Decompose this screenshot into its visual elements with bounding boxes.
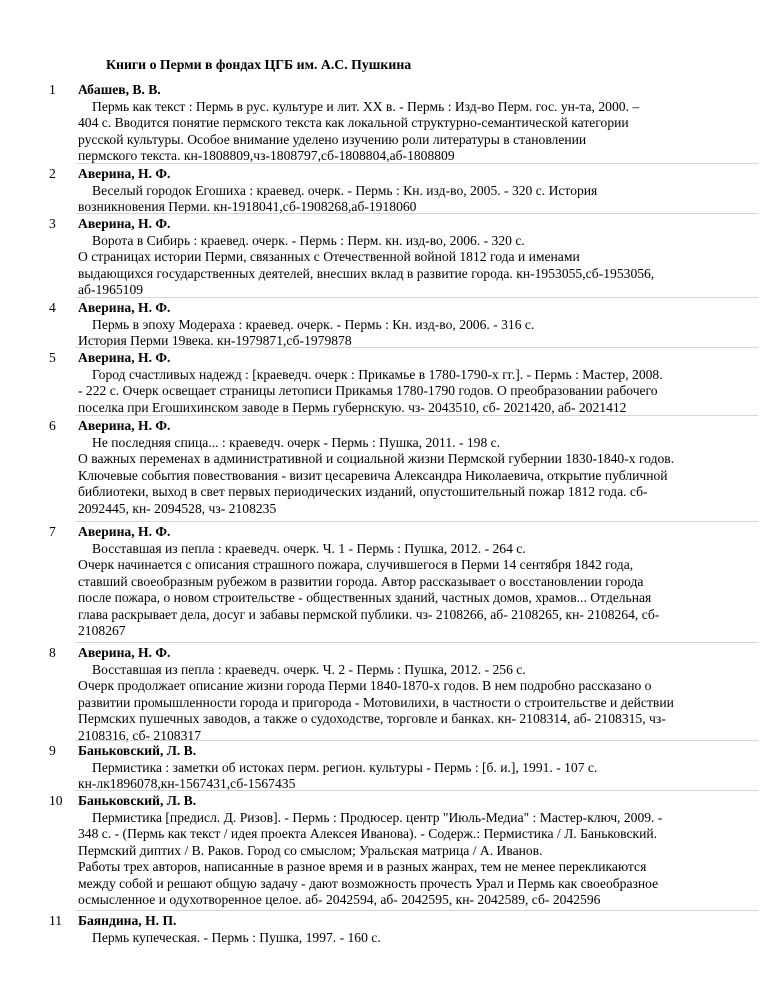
entry-description-line: кн-лк1896078,кн-1567431,сб-1567435: [78, 776, 296, 791]
entry-number: 11: [49, 913, 63, 928]
entry-description-line: между собой и решают общую задачу - дают возможность прочесть Урал и Пермь как своеобразное: [78, 875, 659, 891]
entry-description-line: - 222 с. Очерк освещает страницы летописи Прикамья 1780-1790 годов. О преобразовании рабочего: [78, 383, 658, 398]
entry-description-line: глава раскрывает дела, досуг и забавы пермской публики. чз- 2108266, аб- 2108265, кн- 2108264, сб-: [78, 606, 660, 622]
entry-author: Аверина, Н. Ф.: [78, 166, 171, 181]
entry-divider: [75, 415, 758, 416]
entry-number: 6: [49, 418, 56, 433]
entry-description-line: Ключевые события повествования - визит цесаревича Александра Николаевича, открытие публичной: [78, 467, 668, 483]
entry-divider: [75, 740, 758, 741]
entry-divider: [75, 521, 758, 522]
entry-title-line: Веселый городок Егошиха : краевед. очерк. - Пермь : Кн. изд-во, 2005. - 320 с. История: [92, 182, 598, 198]
entry-number: 8: [49, 645, 56, 660]
entry-title-line: Пермистика : заметки об истоках перм. регион. культуры - Пермь : [б. и.], 1991. - 107 с.: [92, 759, 598, 775]
entry-body: [78, 524, 758, 640]
entry-body: [78, 82, 758, 165]
entry-title-line: Пермь как текст : Пермь в рус. культуре и лит. XX в. - Пермь : Изд-во Перм. гос. ун-та, 2000. –: [92, 98, 640, 114]
entry-title-line: Ворота в Сибирь : краевед. очерк. - Пермь : Перм. кн. изд-во, 2006. - 320 с.: [92, 232, 525, 248]
entry-description-line: аб-1965109: [78, 282, 144, 297]
entry-body: [78, 913, 758, 946]
entry-author: Баньковский, Л. В.: [78, 743, 197, 758]
entry-number: 4: [49, 300, 56, 315]
entry-description-line: Пермских пушечных заводов, а также о судоходстве, торговле и банках. кн- 2108314, аб- 2108315, чз-: [78, 711, 666, 726]
entry-description-line: после пожара, о новом строительстве - общественных зданий, частных домов, храмов... Отдельная: [78, 590, 652, 605]
entry-title-line: Пермистика [предисл. Д. Ризов]. - Пермь : Продюсер. центр "Июль-Медиа" : Мастер-ключ, 2009. -: [92, 809, 663, 825]
entry-divider: [75, 213, 758, 214]
entry-description-line: 348 с. - (Пермь как текст / идея проекта Алексея Иванова). - Содерж.: Пермистика / Л. Баньковский.: [78, 826, 658, 841]
entry-description-line: История Перми 19века. кн-1979871,сб-1979878: [78, 333, 352, 348]
entry-description-line: выдающихся государственных деятелей, внесших вклад в развитие города. кн-1953055,сб-1953056,: [78, 265, 655, 281]
entry-body: [78, 645, 758, 744]
entry-number: 7: [49, 524, 56, 539]
entry-author: Аверина, Н. Ф.: [78, 350, 171, 365]
entry-description-line: библиотеки, выход в свет первых периодических изданий, опустошительный пожар 1812 года. сб-: [78, 484, 648, 499]
entry-number: 3: [49, 216, 56, 231]
entry-divider: [75, 642, 758, 643]
entry-description-line: 2092445, кн- 2094528, чз- 2108235: [78, 500, 277, 516]
entry-title-line: Восставшая из пепла : краеведч. очерк. Ч. 2 - Пермь : Пушка, 2012. - 256 с.: [92, 661, 526, 677]
entry-body: [78, 743, 758, 793]
entry-body: [78, 793, 758, 909]
entry-description-line: русской культуры. Особое внимание уделено изучению роли литературы в становлении: [78, 131, 587, 147]
entry-description-line: О страницах истории Перми, связанных с Отечественной войной 1812 года и именами: [78, 249, 580, 264]
entry-description-line: осмысленное и одухотворенное целое. аб- 2042594, аб- 2042595, кн- 2042589, сб- 2042596: [78, 892, 601, 907]
entry-divider: [75, 790, 758, 791]
entry-body: [78, 216, 758, 299]
entry-author: Баньковский, Л. В.: [78, 793, 197, 808]
entry-author: Аверина, Н. Ф.: [78, 645, 171, 660]
entry-divider: [75, 910, 758, 911]
entry-divider: [75, 297, 758, 298]
entry-description-line: возникновения Перми. кн-1918041,сб-1908268,аб-1918060: [78, 199, 417, 214]
entry-author: Аверина, Н. Ф.: [78, 216, 171, 231]
entry-author: Баяндина, Н. П.: [78, 913, 177, 928]
entry-description-line: О важных переменах в административной и социальной жизни Пермской губернии 1830-1840-х годов.: [78, 451, 675, 466]
entry-title-line: Не последняя спица... : краеведч. очерк - Пермь : Пушка, 2011. - 198 с.: [92, 434, 501, 450]
entry-description-line: развитии промышленности города и пригорода - Мотовилихи, в частности о строительстве и действии: [78, 694, 674, 710]
entry-body: [78, 300, 758, 350]
entry-description-line: поселка при Егошихинском заводе в Пермь губернскую. чз- 2043510, сб- 2021420, аб- 2021412: [78, 399, 627, 415]
entry-title-line: Восставшая из пепла : краеведч. очерк. Ч. 1 - Пермь : Пушка, 2012. - 264 с.: [92, 540, 526, 556]
entry-title-line: Город счастливых надежд : [краеведч. очерк : Прикамье в 1780-1790-х гг.]. - Пермь : Мастер, 2008.: [92, 366, 663, 382]
entry-title-line: Пермь в эпоху Модераха : краевед. очерк. - Пермь : Кн. изд-во, 2006. - 316 с.: [92, 316, 535, 332]
entry-author: Аверина, Н. Ф.: [78, 524, 171, 539]
entry-description-line: 2108316, сб- 2108317: [78, 727, 201, 743]
entry-number: 5: [49, 350, 56, 365]
entry-description-line: Работы трех авторов, написанные в разное время и в разных жанрах, тем не менее перекликаются: [78, 859, 647, 874]
entry-number: 1: [49, 82, 56, 97]
entry-description-line: Очерк продолжает описание жизни города Перми 1840-1870-х годов. В нем подробно рассказано о: [78, 678, 652, 693]
entry-description-line: 2108267: [78, 623, 126, 638]
entry-description-line: пермского текста. кн-1808809,чз-1808797,сб-1808804,аб-1808809: [78, 148, 455, 163]
entry-divider: [75, 347, 758, 348]
entry-number: 9: [49, 743, 56, 758]
entry-author: Аверина, Н. Ф.: [78, 300, 171, 315]
entry-body: [78, 166, 758, 216]
entry-body: [78, 350, 758, 416]
entry-divider: [75, 163, 758, 164]
entry-description-line: Очерк начинается с описания страшного пожара, случившегося в Перми 14 сентября 1842 года,: [78, 557, 634, 572]
entry-description-line: ставший своеобразным рубежом в развитии города. Автор рассказывает о восстановлении города: [78, 573, 644, 589]
entry-title-line: Пермь купеческая. - Пермь : Пушка, 1997. - 160 с.: [92, 929, 381, 945]
entry-author: Абашев, В. В.: [78, 82, 161, 97]
entry-number: 10: [49, 793, 63, 808]
page-title: Книги о Перми в фондах ЦГБ им. А.С. Пушкина: [106, 57, 412, 72]
entry-body: [78, 418, 758, 517]
entry-description-line: Пермский диптих / В. Раков. Город со смыслом; Уральская матрица / А. Иванов.: [78, 842, 543, 858]
entry-number: 2: [49, 166, 56, 181]
entry-description-line: 404 с. Вводится понятие пермского текста как локальной структурно-семантической категории: [78, 115, 629, 130]
entry-author: Аверина, Н. Ф.: [78, 418, 171, 433]
